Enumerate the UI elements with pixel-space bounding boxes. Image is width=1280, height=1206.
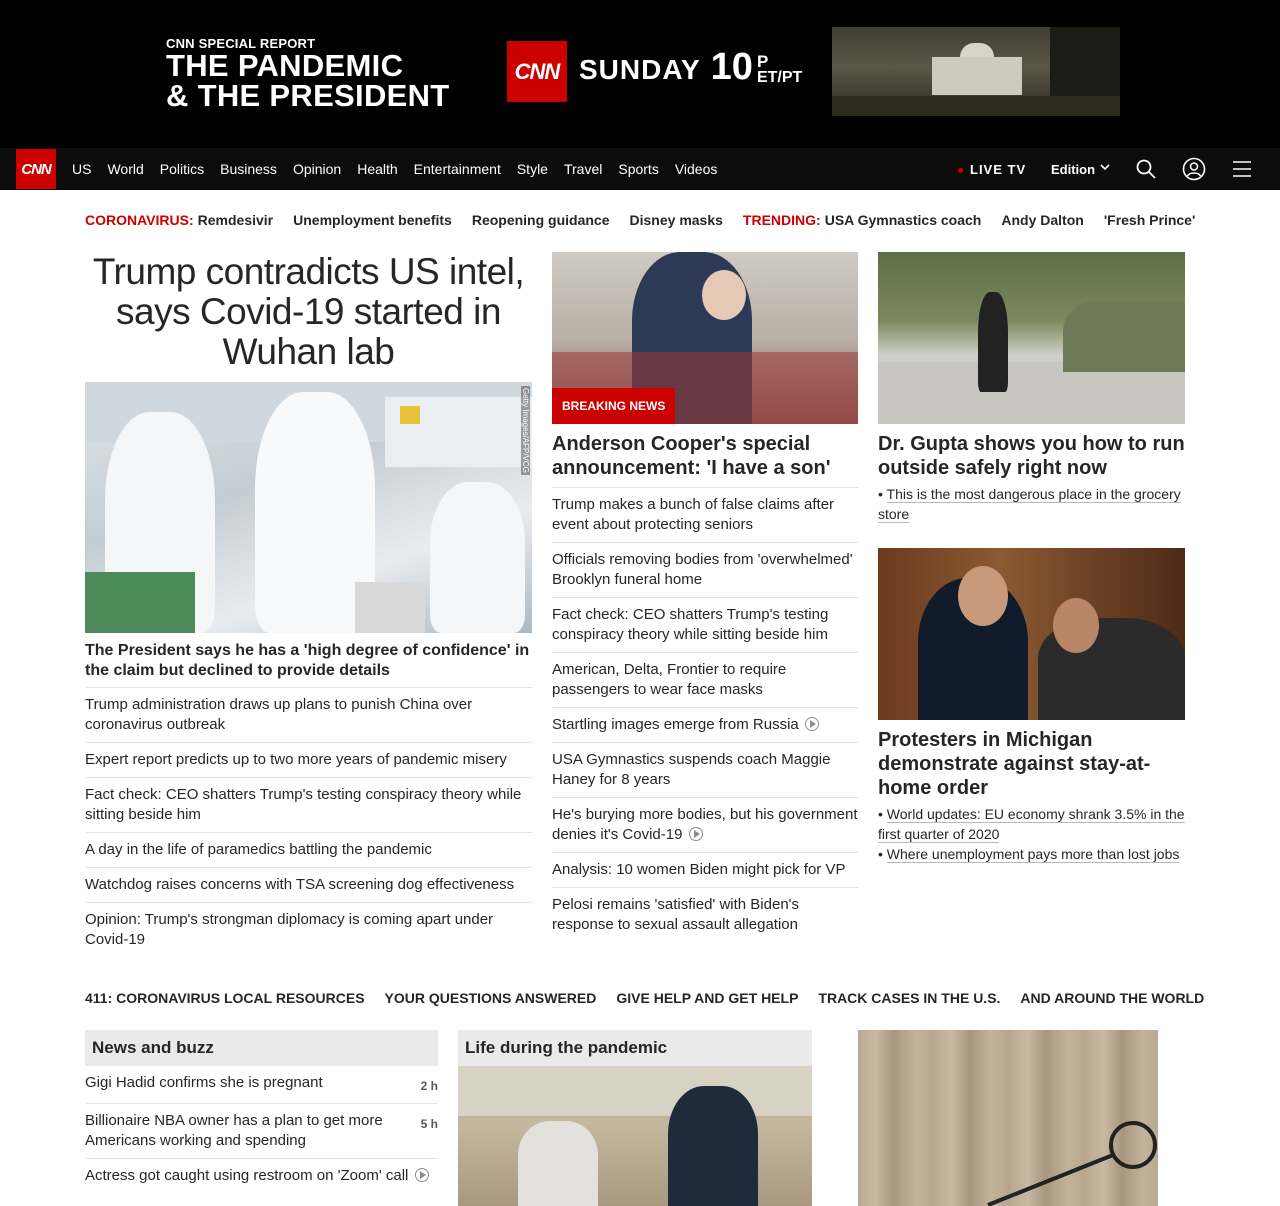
- list-item[interactable]: Fact check: CEO shatters Trump's testing conspiracy theory while sitting beside him: [85, 778, 532, 833]
- nav-link-us[interactable]: US: [72, 161, 92, 177]
- nav-links: [72, 148, 733, 190]
- nav-link-politics[interactable]: Politics: [159, 161, 205, 177]
- list-item[interactable]: Trump makes a bunch of false claims after event about protecting seniors: [552, 488, 858, 543]
- related-link[interactable]: • World updates: EU economy shrank 3.5% in the first quarter of 2020: [878, 806, 1185, 842]
- glasses-icon: [858, 1030, 1158, 1206]
- restaurant-image[interactable]: [458, 1066, 812, 1206]
- trending-bar: [85, 212, 1195, 228]
- play-icon: [415, 1168, 429, 1182]
- story-title[interactable]: Anderson Cooper's special announcement: 'I have a son': [552, 424, 858, 488]
- nav-link-sports[interactable]: Sports: [618, 161, 659, 177]
- story-title[interactable]: Protesters in Michigan demonstrate against stay-at-home order: [878, 729, 1151, 799]
- related-link[interactable]: • This is the most dangerous place in the grocery store: [878, 486, 1181, 522]
- story-title[interactable]: Dr. Gupta shows you how to run outside safely right now: [878, 433, 1185, 479]
- lead-story-list: [85, 688, 532, 957]
- nav-link-business[interactable]: Business: [220, 161, 277, 177]
- ad-meridiem: P: [756, 52, 769, 71]
- nav-link-style[interactable]: Style: [516, 161, 548, 177]
- timestamp: 2 h: [420, 1079, 438, 1093]
- live-tv-link[interactable]: LIVE TV: [958, 162, 1026, 177]
- list-item[interactable]: USA Gymnastics suspends coach Maggie Haney for 8 years: [552, 743, 858, 798]
- ad-airtime: [579, 48, 802, 86]
- ad-title-line2: & THE PRESIDENT: [166, 78, 450, 113]
- section-link[interactable]: YOUR QUESTIONS ANSWERED: [384, 990, 597, 1006]
- ad-tz-label: ET/PT: [756, 69, 803, 86]
- list-item[interactable]: Expert report predicts up to two more years of pandemic misery: [85, 743, 532, 778]
- list-item[interactable]: Watchdog raises concerns with TSA screening dog effectiveness: [85, 868, 532, 903]
- life-during-pandemic: [458, 1030, 812, 1206]
- list-item[interactable]: Trump administration draws up plans to punish China over coronavirus outbreak: [85, 688, 532, 743]
- ad-kicker: CNN SPECIAL REPORT: [166, 36, 316, 51]
- right-column: [878, 252, 1185, 864]
- ad-timezone: [757, 54, 802, 86]
- list-item[interactable]: Billionaire NBA owner has a plan to get more Americans working and spending 5 h: [85, 1104, 438, 1159]
- list-item[interactable]: Officials removing bodies from 'overwhelmed' Brooklyn funeral home: [552, 543, 858, 598]
- timestamp: 5 h: [420, 1117, 438, 1131]
- trending-link[interactable]: USA Gymnastics coach: [824, 212, 982, 228]
- list-item[interactable]: Actress got caught using restroom on 'Zoom' call: [85, 1159, 438, 1193]
- account-icon[interactable]: [1182, 157, 1206, 181]
- lead-subhead[interactable]: The President says he has a 'high degree of confidence' in the claim but declined to provide details: [85, 633, 532, 688]
- ad-text: [166, 36, 450, 111]
- ad-cnn-logo: CNN: [507, 41, 567, 102]
- buzz-list: [85, 1066, 438, 1193]
- list-item[interactable]: Analysis: 10 women Biden might pick for VP: [552, 853, 858, 888]
- edition-selector[interactable]: Edition: [1051, 162, 1096, 177]
- section-link[interactable]: AND AROUND THE WORLD: [1020, 990, 1205, 1006]
- trending-link[interactable]: Reopening guidance: [471, 212, 610, 228]
- section-link[interactable]: TRACK CASES IN THE U.S.: [818, 990, 1001, 1006]
- ad-hour: 10: [710, 46, 753, 88]
- ad-title-line1: THE PANDEMIC: [166, 48, 404, 83]
- list-item[interactable]: He's burying more bodies, but his government denies it's Covid-19: [552, 798, 858, 853]
- breaking-news-badge: BREAKING NEWS: [552, 388, 675, 424]
- runner-image[interactable]: [878, 252, 1185, 424]
- cnn-logo[interactable]: CNN: [16, 149, 56, 189]
- wood-glasses-image[interactable]: [858, 1030, 1158, 1206]
- ad-banner[interactable]: [0, 0, 1280, 148]
- nav-link-world[interactable]: World: [107, 161, 144, 177]
- list-item[interactable]: Pelosi remains 'satisfied' with Biden's response to sexual assault allegation: [552, 896, 800, 933]
- nav-link-opinion[interactable]: Opinion: [292, 161, 342, 177]
- list-item[interactable]: Startling images emerge from Russia: [552, 708, 858, 743]
- center-story-list: [552, 488, 858, 942]
- play-icon: [689, 827, 703, 841]
- trending-label: TRENDING:: [742, 212, 821, 228]
- nav-link-health[interactable]: Health: [357, 161, 398, 177]
- lead-story-image[interactable]: [85, 382, 532, 633]
- related-link[interactable]: • Where unemployment pays more than lost jobs: [878, 846, 1180, 862]
- list-item[interactable]: Opinion: Trump's strongman diplomacy is coming apart under Covid-19: [85, 911, 494, 948]
- section-link[interactable]: GIVE HELP AND GET HELP: [616, 990, 799, 1006]
- section-title: Life during the pandemic: [458, 1030, 812, 1066]
- lead-headline[interactable]: Trump contradicts US intel, says Covid-19 started in Wuhan lab: [92, 251, 525, 372]
- trending-link[interactable]: Andy Dalton: [1001, 212, 1084, 228]
- trending-link[interactable]: Unemployment benefits: [293, 212, 452, 228]
- list-item[interactable]: American, Delta, Frontier to require passengers to wear face masks: [552, 653, 858, 708]
- center-column: [552, 252, 858, 942]
- menu-icon[interactable]: [1230, 157, 1254, 181]
- list-item[interactable]: Gigi Hadid confirms she is pregnant 2 h: [85, 1066, 438, 1104]
- trending-link[interactable]: Remdesivir: [197, 212, 274, 228]
- search-icon[interactable]: [1134, 157, 1158, 181]
- ad-day: SUNDAY: [579, 54, 701, 85]
- list-item[interactable]: Fact check: CEO shatters Trump's testing conspiracy theory while sitting beside him: [552, 598, 858, 653]
- play-icon: [805, 717, 819, 731]
- section-title: News and buzz: [85, 1030, 438, 1066]
- trending-link[interactable]: Disney masks: [629, 212, 723, 228]
- nav-link-videos[interactable]: Videos: [674, 161, 718, 177]
- top-nav: [0, 148, 1280, 190]
- lead-story-column: [85, 252, 532, 957]
- list-item[interactable]: A day in the life of paramedics battling the pandemic: [85, 833, 532, 868]
- news-and-buzz: [85, 1030, 438, 1193]
- nav-link-travel[interactable]: Travel: [563, 161, 603, 177]
- image-credit: Getty Images/AFP/VCG: [521, 388, 530, 473]
- coronavirus-section-links: [85, 990, 1205, 1006]
- ad-white-house-image: [832, 27, 1120, 116]
- coronavirus-label: CORONAVIRUS:: [85, 212, 194, 228]
- trending-link[interactable]: 'Fresh Prince': [1103, 212, 1196, 228]
- chevron-down-icon[interactable]: [1100, 162, 1110, 172]
- anderson-cooper-image[interactable]: [552, 252, 858, 424]
- michigan-protest-image[interactable]: [878, 548, 1185, 720]
- section-link[interactable]: 411: CORONAVIRUS LOCAL RESOURCES: [85, 990, 365, 1006]
- nav-link-entertainment[interactable]: Entertainment: [413, 161, 501, 177]
